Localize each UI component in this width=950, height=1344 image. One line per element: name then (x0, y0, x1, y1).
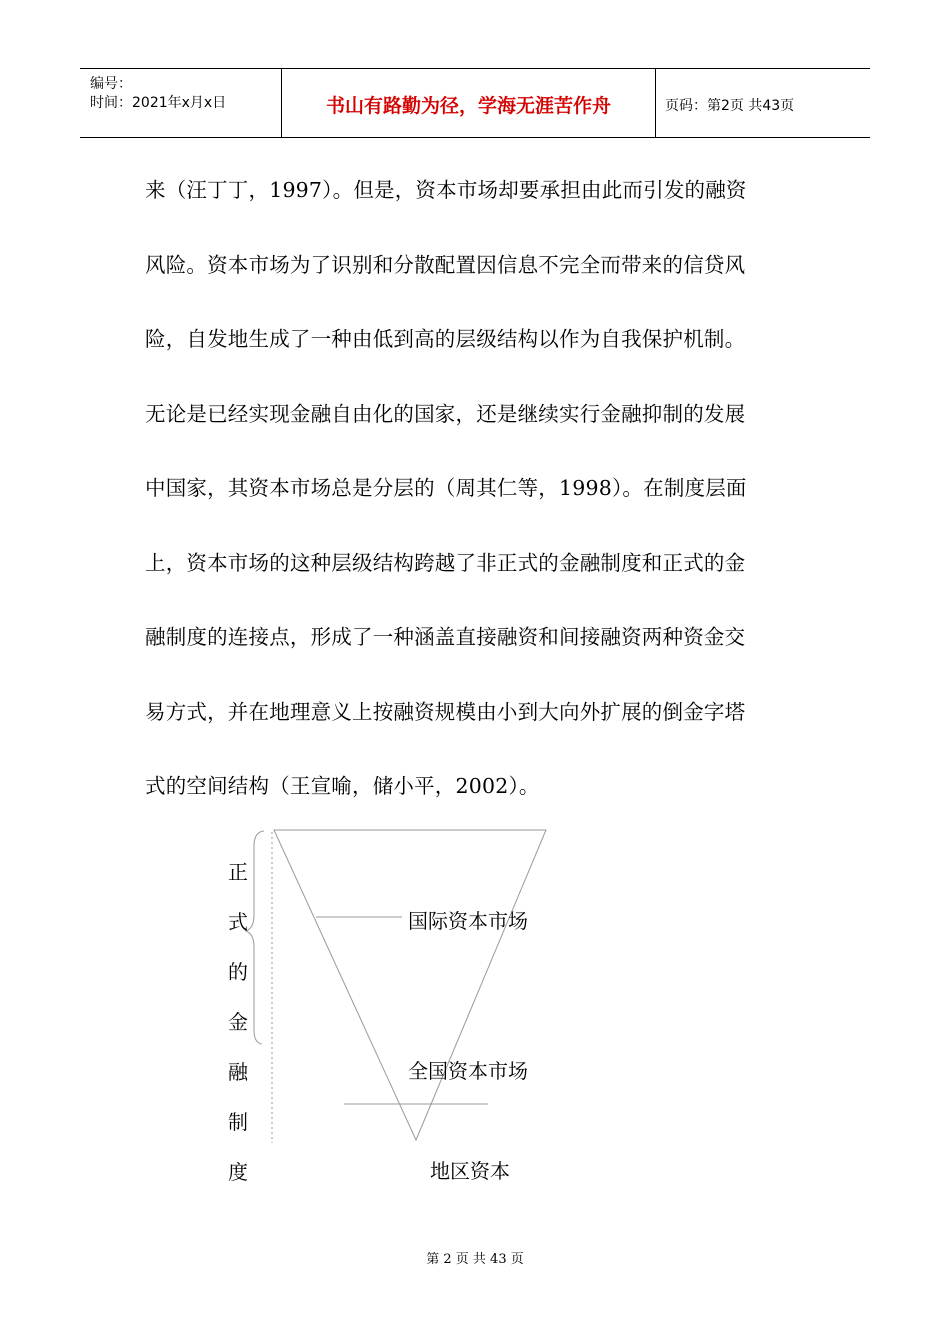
header-motto: 书山有路勤为径，学海无涯苦作舟 (325, 95, 611, 117)
page-footer: 第 2 页 共 43 页 (426, 1252, 524, 1267)
inverted-triangle (274, 830, 546, 1140)
body-line: 易方式，并在地理意义上按融资规模由小到大向外扩展的倒金字塔 (145, 700, 746, 724)
time-label: 时间：2021年x月x日 (90, 95, 227, 111)
number-label: 编号： (90, 76, 132, 92)
level-label-regional: 地区资本 (430, 1159, 510, 1183)
body-line: 融制度的连接点，形成了一种涵盖直接融资和间接融资两种资金交 (145, 625, 746, 649)
page-number-label: 页码：第2页 共43页 (665, 98, 795, 114)
vertical-label-char: 金 (228, 1010, 248, 1034)
body-line: 来（汪丁丁，1997）。但是，资本市场却要承担由此而引发的融资 (145, 178, 747, 202)
left-brace (246, 831, 264, 1044)
body-line: 风险。资本市场为了识别和分散配置因信息不完全而带来的信贷风 (145, 253, 746, 277)
body-line: 中国家，其资本市场总是分层的（周其仁等，1998）。在制度层面 (145, 476, 747, 500)
body-line: 上，资本市场的这种层级结构跨越了非正式的金融制度和正式的金 (145, 551, 746, 575)
vertical-label-char: 的 (228, 960, 248, 984)
body-line: 险，自发地生成了一种由低到高的层级结构以作为自我保护机制。 (145, 327, 746, 351)
vertical-label-char: 式 (228, 910, 248, 934)
level-label-international: 国际资本市场 (408, 909, 528, 933)
vertical-label-char: 正 (228, 860, 248, 884)
vertical-label-char: 融 (228, 1060, 248, 1084)
vertical-label-char: 制 (228, 1110, 248, 1134)
body-line: 无论是已经实现金融自由化的国家，还是继续实行金融抑制的发展 (145, 402, 746, 426)
level-label-national: 全国资本市场 (408, 1059, 528, 1083)
body-line: 式的空间结构（王宣喻，储小平，2002）。 (145, 774, 540, 798)
vertical-label-char: 度 (228, 1160, 248, 1184)
